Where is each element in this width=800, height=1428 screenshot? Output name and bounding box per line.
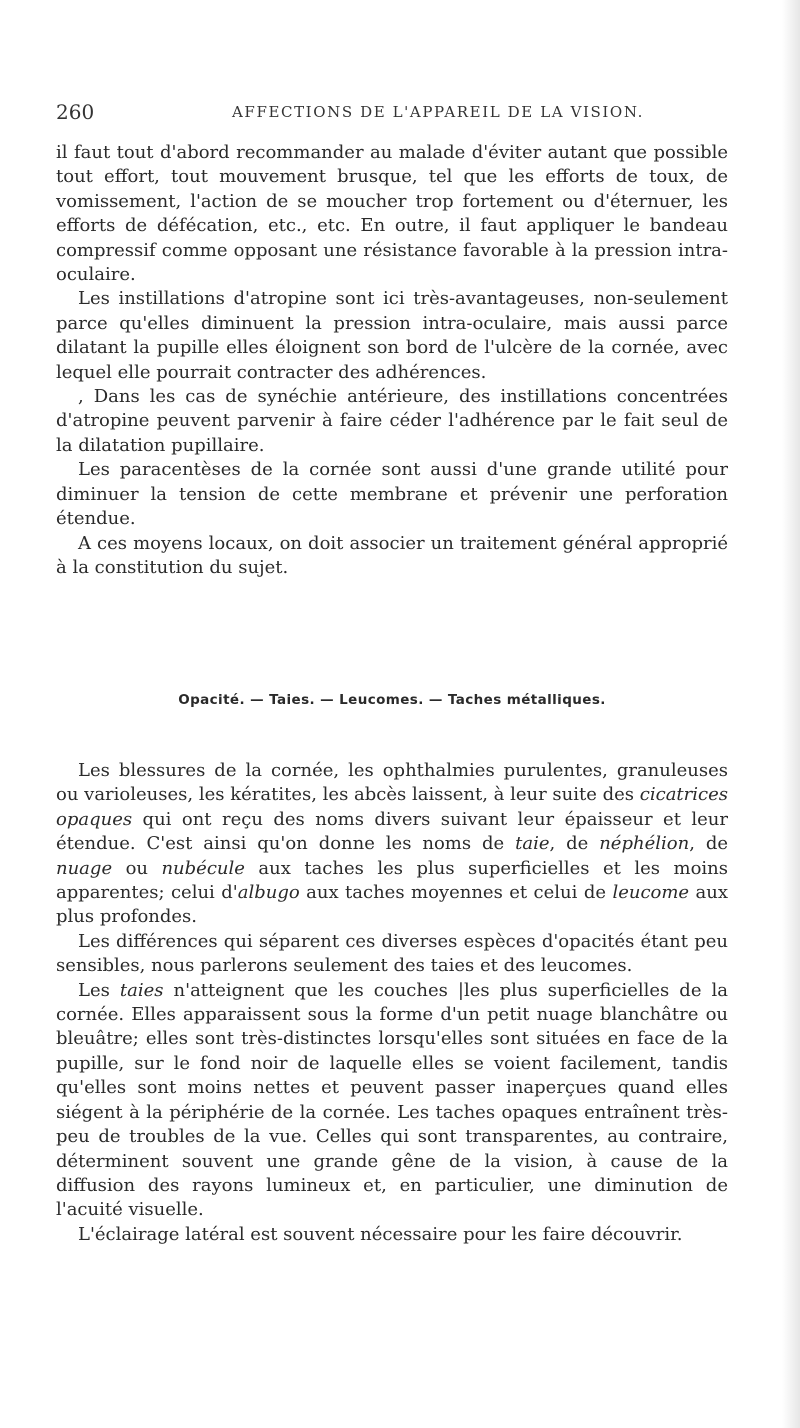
text-run: , de [549,833,600,855]
text-run: Les blessures de la cornée, les ophthalmies purulentes, granuleuses ou varioleuses, les kératites, les abcès laissent, à leur suite des [56,760,728,806]
italic-term: leucome [612,882,690,904]
text-run: n'atteignent que les couches |les plus superficielles de la cornée. Elles apparaissent sous la forme d'un petit nuage blanchâtre ou bleuâtre; elles sont très-distinctes lorsqu'elles sont situées en face de la pupille, sur le fond noir de laquelle elles se voient facilement, tandis qu'elles sont moins nettes et peuvent passer inaperçues quand elles siégent à la périphérie de la cornée. Les taches opaques entraînent très-peu de troubles de la vue. Celles qui sont transparentes, au contraire, déterminent souvent une grande gêne de la vision, à cause de la diffusion des rayons lumineux et, en particulier, une diminution de l'acuité visuelle. [56,979,728,1221]
text-block-treatment [56,141,728,580]
text-run: aux plus profondes. [56,882,728,928]
italic-term: cicatrices opaques [56,784,728,830]
text-block-opacity [56,759,728,1247]
text-run: aux taches moyennes et celui de [299,882,613,904]
paragraph [56,759,728,930]
text-run: qui ont reçu des noms divers suivant leur épaisseur et leur étendue. C'est ainsi qu'on donne les noms de [56,808,728,855]
italic-term: taies [119,979,164,1001]
paragraph: il faut tout d'abord recommander au malade d'éviter autant que possible tout effort, tout mouvement brusque, tel que les efforts de toux, de vomissement, l'action de se moucher trop fortement ou d'éternuer, les efforts de défécation, etc., etc. En outre, il faut appliquer le bandeau compressif comme opposant une résistance favorable à la pression intra-oculaire. [56,142,728,286]
paragraph [56,979,728,1223]
paragraph: Les différences qui séparent ces diverses espèces d'opacités étant peu sensibles, nous parlerons seulement des taies et des leucomes. [56,930,728,977]
italic-term: nubécule [161,857,245,879]
italic-term: néphélion [599,833,690,855]
paragraph: , Dans les cas de synéchie antérieure, des instillations concentrées d'atropine peuvent parvenir à faire céder l'adhérence par le fait seul de la dilatation pupillaire. [56,386,728,456]
section-heading: Opacité. — Taies. — Leucomes. — Taches métalliques. [178,692,606,708]
italic-term: nuage [56,857,113,879]
running-title: AFFECTIONS DE L'APPAREIL DE LA VISION. [232,103,644,121]
paragraph: Les paracentèses de la cornée sont aussi d'une grande utilité pour diminuer la tension de cette membrane et prévenir une perforation étendue. [56,459,728,530]
page-edge-shadow [782,0,800,1428]
paragraph: L'éclairage latéral est souvent nécessaire pour les faire découvrir. [78,1223,683,1245]
text-run: aux taches les plus superficielles et les moins apparentes; celui d' [56,857,728,904]
italic-term: albugo [237,882,300,904]
paragraph: A ces moyens locaux, on doit associer un traitement général approprié à la constitution du sujet. [56,532,728,578]
paragraph: Les instillations d'atropine sont ici très-avantageuses, non-seulement parce qu'elles diminuent la pression intra-oculaire, mais aussi parce dilatant la pupille elles éloignent son bord de l'ulcère de la cornée, avec lequel elle pourrait contracter des adhérences. [56,288,728,383]
italic-term: taie [515,833,550,855]
text-run: Les [78,979,120,1001]
text-run: ou [112,857,162,879]
running-header [56,100,726,128]
text-run: , de [689,833,728,855]
page-number: 260 [56,100,95,124]
